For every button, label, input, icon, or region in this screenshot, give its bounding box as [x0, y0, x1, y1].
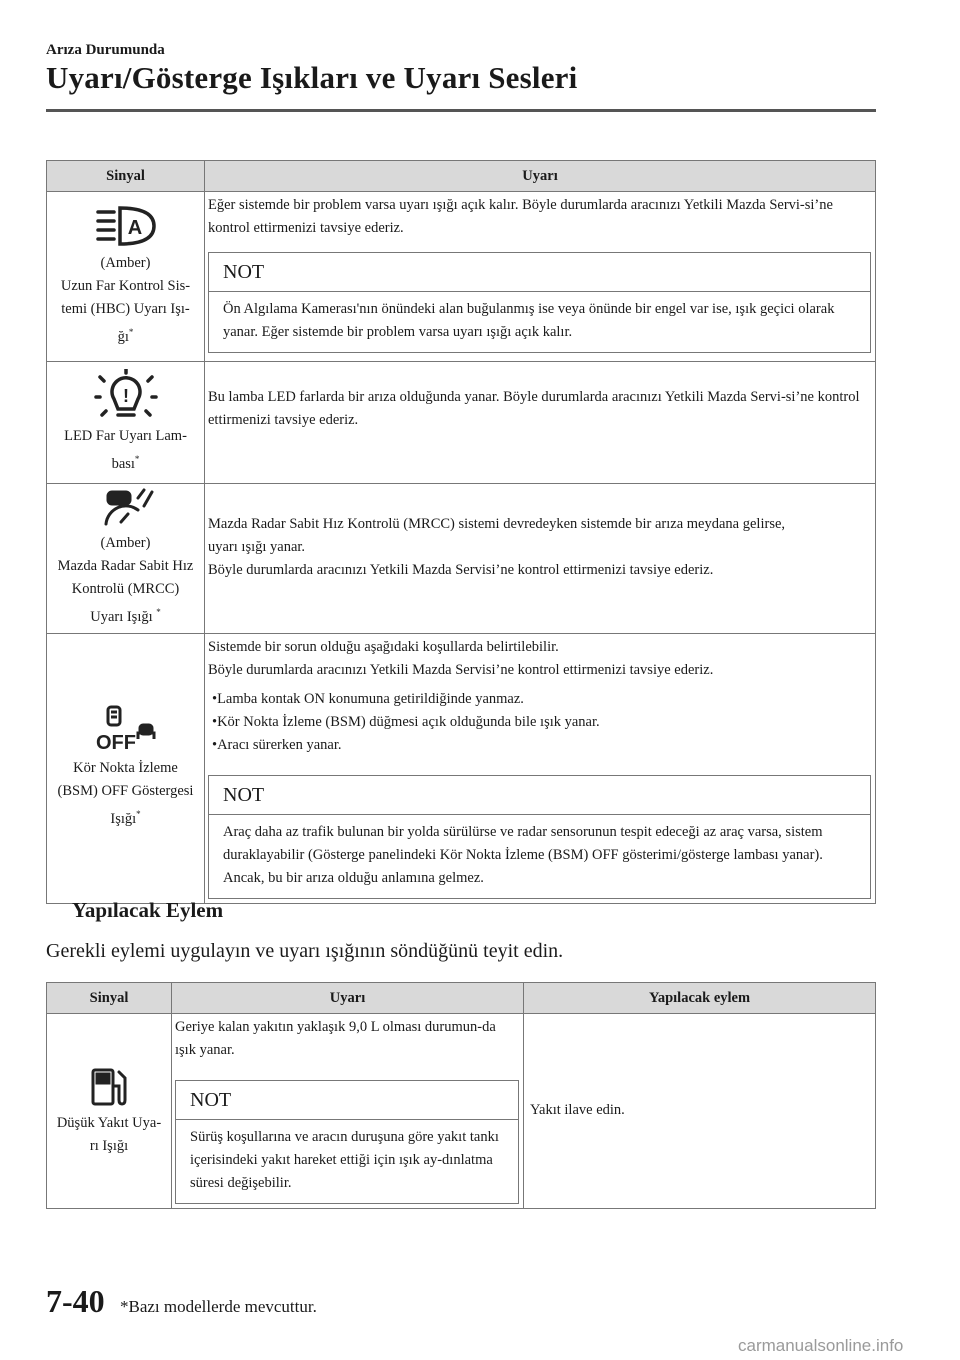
signal-label-line: Işığı*: [110, 809, 141, 828]
svg-text:OFF: OFF: [95, 732, 136, 754]
header-signal: Sinyal: [47, 983, 172, 1014]
condition-list: [208, 688, 871, 757]
high-beam-control-warning-icon: [94, 204, 158, 248]
note-text: Araç daha az trafik bulunan bir yolda sürülürse ve radar sensorunun tespit edeceği az araç varsa, sistem duraklayabilir (Gösterge panelindeki Kör Nokta İzleme (BSM) OFF gösterimi/gösterge lambası yanar). Ancak, bu bir arıza olduğu anlamına gelmez.: [223, 823, 823, 886]
signal-label-line: (BSM) OFF Göstergesi: [57, 783, 194, 800]
signal-cell: [47, 362, 205, 484]
list-item: • Lamba kontak ON konumuna getirildiğinde yanmaz.: [212, 688, 871, 711]
warning-lights-table: [46, 160, 876, 904]
mrcc-warning-icon: [96, 488, 156, 528]
warning-cell: [172, 1014, 524, 1209]
warning-cell: [205, 633, 876, 903]
signal-label-line: rı Işığı: [89, 1138, 129, 1154]
warning-text: Eğer sistemde bir problem varsa uyarı ışığı açık kalır. Böyle durumlarda aracınızı Yetkili Mazda Servi-si’ne kontrol ettirmenizi tavsiye ederiz.: [208, 197, 833, 236]
signal-label-line: bası*: [111, 454, 140, 472]
warning-cell: [205, 484, 876, 634]
signal-label-line: Uyarı Işığı *: [90, 607, 161, 625]
table-header-row: [47, 161, 876, 192]
signal-label-line: LED Far Uyarı Lam-: [64, 428, 187, 445]
list-item: • Kör Nokta İzleme (BSM) düğmesi açık olduğunda bile ışık yanar.: [212, 711, 871, 734]
signal-label-line: Düşük Yakıt Uya-: [56, 1115, 162, 1131]
watermark: carmanualsonline.info: [738, 1336, 904, 1355]
note-box: [208, 775, 871, 899]
header-warning: Uyarı: [172, 983, 524, 1014]
table-row: [47, 1014, 876, 1209]
action-text: Gerekli eylemi uygulayın ve uyarı ışığının söndüğünü teyit edin.: [46, 940, 564, 962]
section-label: Arıza Durumunda: [46, 42, 165, 58]
warning-text: Geriye kalan yakıtın yaklaşık 9,0 L olması durumun-da ışık yanar.: [175, 1019, 496, 1058]
signal-label-line: Mazda Radar Sabit Hız: [57, 558, 194, 574]
warning-text-line: Böyle durumlarda aracınızı Yetkili Mazda Servisi’ne kontrol ettirmenizi tavsiye ederiz.: [208, 661, 714, 678]
header-warning: Uyarı: [205, 161, 876, 192]
low-fuel-warning-icon: [89, 1064, 129, 1108]
warning-cell: [205, 192, 876, 362]
svg-text:A: A: [127, 217, 142, 240]
warning-cell: [205, 362, 876, 484]
list-item: • Aracı sürerken yanar.: [212, 734, 871, 757]
title-rule: [46, 109, 876, 112]
page-title: Uyarı/Gösterge Işıkları ve Uyarı Sesleri: [46, 60, 578, 95]
warning-text-line: uyarı ışığı yanar.: [208, 538, 306, 555]
page-number: 7-40: [46, 1283, 105, 1319]
table-row: [47, 192, 876, 362]
note-title: NOT: [176, 1081, 518, 1120]
warning-text-line: Böyle durumlarda aracınızı Yetkili Mazda Servisi’ne kontrol ettirmenizi tavsiye ederiz.: [208, 561, 714, 578]
action-heading: Yapılacak Eylem: [72, 898, 224, 922]
signal-label-line: temi (HBC) Uyarı Işı-: [61, 301, 190, 318]
signal-cell: [47, 192, 205, 362]
fuel-warning-table: [46, 982, 876, 1209]
note-text: Ön Algılama Kamerası'nın önündeki alan buğulanmış ise veya önünde bir engel var ise, ışık geçici olarak yanar. Eğer sistemde bir problem varsa uyarı ışığı açık kalır.: [223, 301, 835, 340]
led-headlight-warning-icon: [94, 369, 158, 421]
signal-cell: [47, 633, 205, 903]
signal-cell: [47, 1014, 172, 1209]
signal-label-line: Kontrolü (MRCC): [71, 581, 180, 597]
table-row: [47, 484, 876, 634]
signal-label-line: Kör Nokta İzleme: [73, 760, 178, 777]
table-row: [47, 633, 876, 903]
header-action: Yapılacak eylem: [524, 983, 876, 1014]
note-box: [208, 252, 871, 353]
note-text: Sürüş koşullarına ve aracın duruşuna göre yakıt tankı içerisindeki yakıt hareket ettiği için ışık ay-dınlatma süresi değişebilir.: [190, 1129, 499, 1191]
table-row: [47, 362, 876, 484]
header-signal: Sinyal: [47, 161, 205, 192]
signal-label-line: (Amber): [100, 535, 151, 551]
footnote: *Bazı modellerde mevcuttur.: [120, 1297, 317, 1316]
warning-text: Bu lamba LED farlarda bir arıza olduğunda yanar. Böyle durumlarda aracınızı Yetkili Mazda Servi-si’ne kontrol ettirmenizi tavsiye ederiz.: [208, 388, 860, 428]
note-title: NOT: [209, 776, 870, 815]
signal-label-line: Uzun Far Kontrol Sis-: [60, 278, 191, 295]
warning-text-line: Sistemde bir sorun olduğu aşağıdaki koşullarda belirtilebilir.: [208, 638, 559, 655]
note-title: NOT: [209, 253, 870, 292]
signal-label-line: ğı*: [117, 327, 134, 345]
action-cell: [524, 1014, 876, 1209]
bsm-off-indicator-icon: [94, 705, 158, 753]
note-box: [175, 1080, 519, 1204]
signal-cell: [47, 484, 205, 634]
svg-text:!: !: [122, 386, 129, 407]
warning-text-line: Mazda Radar Sabit Hız Kontrolü (MRCC) sistemi devredeyken sistemde bir arıza meydana gelirse,: [208, 515, 786, 532]
signal-label-line: (Amber): [100, 255, 151, 272]
table-header-row: [47, 983, 876, 1014]
action-value: Yakıt ilave edin.: [530, 1101, 625, 1118]
